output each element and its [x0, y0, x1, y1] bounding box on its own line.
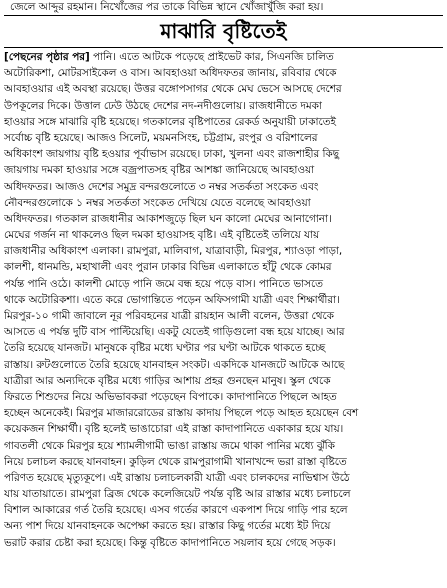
previous-article-tail: জেলে আব্দুর রহমান। নিখোঁজের পর তাকে বিভিন্ন স্থানে খোঁজাখুঁজি করা হয়। [10, 1, 324, 13]
article-line-text: থাকে অটোরিকশা। এতে করে ভোগান্তিতে পড়েন অফিসগামী যাত্রী এবং শিক্ষার্থীরা। [4, 293, 340, 306]
article-line-text: কালশী, ধানমন্ডি, মহাখালী এবং পুরান ঢাকার বিভিন্ন এলাকাতে হাঁটু থেকে কোমর [4, 261, 332, 274]
article-line [4, 357, 443, 373]
article-line [4, 130, 443, 146]
article-line [4, 324, 443, 340]
divider-bottom [4, 47, 443, 48]
article-line [4, 389, 443, 405]
article-line-text: হচ্ছেন অনেকেই। মিরপুর মাজাররোডের রাস্তায় কাদায় পিছলে পড়ে আহত হয়েছেন বেশ [4, 407, 359, 420]
article-line [4, 292, 443, 308]
article-line-text: অধিকাংশ জায়গায় বৃষ্টি হওয়ার পূর্বাভাস রয়েছে। ঢাকা, খুলনা এবং রাজশাহীর কিছু [4, 148, 339, 161]
article-line-text: মেঘের গর্জন না থাকলেও ছিল দমকা হাওয়াসহ বৃষ্টি। এই বৃষ্টিতেই তলিয়ে যায় [4, 229, 320, 242]
article-line [4, 518, 443, 534]
article-line-text: যাত্রীরা আর অন্যদিকে বৃষ্টির মধ্যে গাড়ির আশায় প্রহর গুনছেন মানুষ। স্কুল থেকে [4, 374, 331, 387]
article-line-text: রাস্তায়। রুটগুলোতে তৈরি হয়েছে যানবাহন সংকট। একদিকে যানজটে আটকে আছে [4, 358, 345, 371]
article-line-text: বিশাল আকারের গর্ত তৈরি হয়েছে। এসব গর্তের কারণে একপাশ দিয়ে গাড়ি পার হলে [4, 504, 348, 517]
article-line-text: ফিরতে শিশুদের নিয়ে অভিভাবকরা পড়েছেন বিপাকে। কাদাপানিতে পিছলে আহত [4, 390, 337, 403]
article-line [4, 179, 443, 195]
continuation-tag: [পেছনের পৃষ্ঠার পর] [4, 51, 90, 63]
article-line [4, 211, 443, 227]
article-headline: মাঝারি বৃষ্টিতেই [160, 19, 287, 43]
article-line-text: নৌবন্দরগুলোকে ১ নম্বর সতর্কতা সংকেত দেখিয়ে যেতে বলেছে আবহাওয়া [4, 196, 311, 209]
article-line [4, 243, 443, 259]
article-line-text: পর্যন্ত পানি ওঠে। কালশী মোড়ে পানি জমে বন্ধ হয়ে পড়ে বাস। পানিতে ভাসতে [4, 277, 323, 290]
article-line-text: ভরাট করার চেষ্টা করা হয়েছে। কিন্তু বৃষ্টিতে কাদাপানিতে সয়লাব হয়ে গেছে সড়ক। [4, 536, 336, 549]
article-line-text: হাওয়ার সঙ্গে মাঝারি বৃষ্টি হয়েছে। গতকালের বৃষ্টিপাতের রেকর্ড অনুযায়ী ঢাকাতেই [4, 115, 336, 128]
article-line-text: যায় যাতায়াতে। রামপুরা ব্রিজ থেকে কলেজিয়েট পর্যন্ত বৃষ্টি আর রাস্তার মধ্যে চলাচলে [4, 488, 351, 501]
article-line [4, 146, 443, 162]
article-line-text: পানি। এতে আটকে পড়েছে প্রাইভেট কার, সিএনজি চালিত [89, 51, 334, 63]
article-line-text: কয়েকজন শিক্ষার্থী। বৃষ্টি হলেই ভাঙাচোরা এই রাস্তা কাদাপানিতে একাকার হয়ে যায়। [4, 423, 344, 436]
article-body [4, 49, 443, 551]
article-line [4, 470, 443, 486]
article-line [4, 65, 443, 81]
article-line [4, 276, 443, 292]
article-line-text: আবহাওয়ার এই অবস্থা রয়েছে। উত্তর বঙ্গোপসাগর থেকে মেঘ ভেসে আসছে দেশের [4, 83, 342, 96]
article-line [4, 373, 443, 389]
article-line [4, 421, 443, 437]
article-line [4, 405, 443, 421]
article-line-text: নিয়ে চলাচল করছে যানবাহন। কুড়িল থেকে রামপুরাগামী খানাখন্দে ভরা রাস্তা বৃষ্টিতে [4, 455, 347, 468]
article-line-text: অন্য পাশ দিয়ে যানবাহনকে অপেক্ষা করতে হয়। রাস্তার কিছু গর্তের মধ্যে ইট দিয়ে [4, 520, 331, 533]
article-line [4, 502, 443, 518]
article-line-text: অটোরিকশা, মোটরসাইকেল ও বাস। আবহাওয়া অধিদফতর জানায়, রবিবার থেকে [4, 67, 337, 80]
article-line [4, 259, 443, 275]
article-line [4, 195, 443, 211]
article-line-text: মিরপুর-১০ গামী জাবালে নূর পরিবহনের যাত্রী রায়হান আলী বলেন, উত্তরা থেকে [4, 310, 334, 322]
article-line [4, 438, 443, 454]
article-line-text: তৈরি হয়েছে যানজট। মানুষকে বৃষ্টির মধ্যে ঘণ্টার পর ঘণ্টা আটকে থাকতে হচ্ছে [4, 342, 326, 355]
article-line-text: জায়গায় দমকা হাওয়ার সঙ্গে বজ্রপাতসহ বৃষ্টির আশঙ্কা জানিয়েছে আবহাওয়া [4, 164, 315, 177]
article-line [4, 162, 443, 178]
article-line-text: সর্বোচ্চ বৃষ্টি হয়েছে। আজও সিলেট, ময়মনসিংহ, চট্টগ্রাম, রংপুর ও বরিশালের [4, 131, 318, 144]
article-line-text: পরিণত হয়েছে মৃত্যুকূপে। এই রাস্তায় চলাচলকারী যাত্রী এবং চালকদের নাভিশ্বাস উঠে [4, 471, 350, 484]
article-line [4, 49, 443, 65]
article-line-text: উপকূলের দিকে। উত্তাল ঢেউ উঠছে দেশের নদ-নদীগুলোয়। রাজধানীতে দমকা [4, 99, 322, 112]
article-line-text: গাবতলী থেকে মিরপুর হয়ে শ্যামলীগামী ভাঙা রাস্তায় জমে থাকা পানির মধ্যে ঝুঁকি [4, 439, 335, 452]
article-line [4, 535, 443, 551]
article-line-text: রাজধানীর অধিকাংশ এলাকা। রামপুরা, মালিবাগ, যাত্রাবাড়ী, মিরপুর, শ্যাওড়া পাড়া, [4, 245, 343, 258]
article-line [4, 454, 443, 470]
article-line [4, 227, 443, 243]
article-line [4, 486, 443, 502]
article-line [4, 340, 443, 356]
article-line [4, 81, 443, 97]
article-line-text: অধিদফতর। গতকাল রাজধানীর আকাশজুড়ে ছিল ঘন কালো মেঘের আনাগোনা। [4, 212, 332, 225]
article-line [4, 308, 443, 324]
article-line-text: আসতে এ পর্যন্ত দুটি বাস পাল্টিয়েছি। একটু যেতেই গাড়িগুলো বন্ধ হয়ে যাচ্ছে। আর [4, 326, 345, 339]
article-line-text: অধিদফতর। আজও দেশের সমুদ্র বন্দরগুলোতে ৩ নম্বর সতর্কতা সংকেত এবং [4, 180, 319, 193]
article-line [4, 114, 443, 130]
article-line [4, 98, 443, 114]
